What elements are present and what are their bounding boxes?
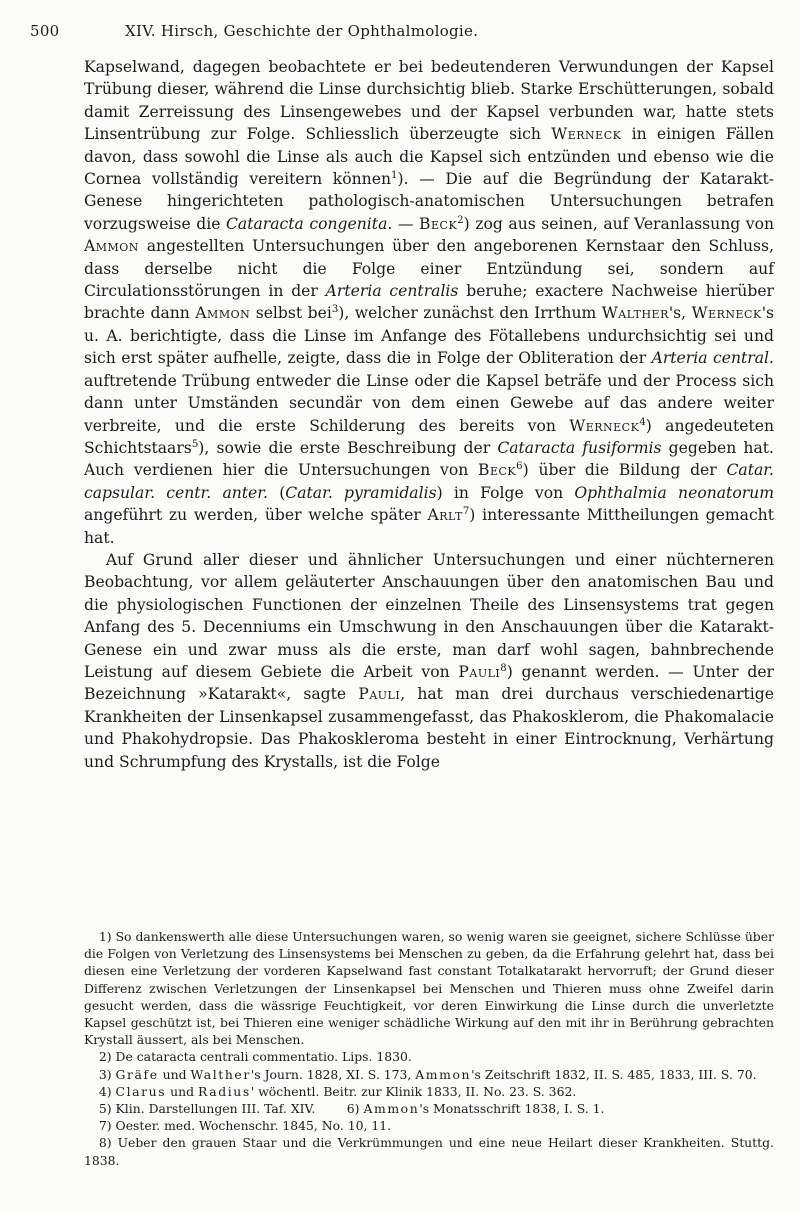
text-run: Klin. Darstellungen III. Taf. XIV. [115, 1101, 316, 1117]
author-name: Ammon [195, 304, 251, 323]
text-run: ) zog aus seinen, auf Veranlassung von [463, 214, 775, 233]
text-run: 's, [668, 304, 692, 323]
footnote-2: 2) De cataracta centrali commentatio. Lips. 1830. [98, 1049, 412, 1065]
author-name: Beck [478, 461, 517, 480]
text-run: und [158, 1066, 191, 1082]
text-run: ). — Die auf die Begründung der Katarakt-Genese hingerichteten pathologisch-anatomischen Untersuchungen betrafen vorzugsweise die [84, 170, 775, 233]
latin-term: Catar. capsular. centr. anter. [84, 461, 774, 502]
text-run: selbst bei [250, 304, 332, 323]
text-run: 's Zeitschrift 1832, II. S. 485, 1833, III. S. 70. [471, 1066, 757, 1082]
author-name: Werneck [551, 125, 622, 144]
spacer [315, 1101, 347, 1116]
footnote-ref: 2 [457, 214, 464, 226]
footnote-ref: 7 [462, 505, 470, 517]
latin-term: Cataracta fusiformis [497, 438, 662, 457]
text-run: 's u. A. berichtigte, dass die Linse im Anfange des Fötallebens undurchsichtig sei und sich erst später aufhelle, zeigte, dass die in Folge der Obliteration der [84, 304, 774, 368]
text-run: ( [267, 483, 286, 502]
footnote-number: 5) [98, 1101, 116, 1117]
author-name: Werneck [569, 416, 640, 435]
paragraph-2 [84, 549, 774, 773]
footnote-ref: 1 [391, 169, 398, 181]
latin-term: Cataracta congenita [226, 214, 388, 233]
footnotes [84, 928, 774, 1169]
author-name: Arlt [427, 506, 463, 525]
footnote-1: 1) So dankenswerth alle diese Untersuchungen waren, so wenig waren sie geeignet, sichere Schlüsse über die Folgen von Verletzung des Linsensystems bei Menschen zu geben, da die Erfahrung gelehrt hat, dass bei diesen eine Verletzung der vorderen Kapselwand fast constant Totalkatarakt hervorruft; der Grund dieser Differenz zwischen Verletzungen der Linsenkapsel bei Menschen und Thieren muss ohne Zweifel darin gesucht werden, dass die wässrige Feuchtigkeit, vor deren Einwirkung die Linse durch die unverletzte Kapsel geschützt ist, bei Thieren eine weniger schädliche Wirkung auf den mit ihr in Berührung gebrachten Krystall äussert, als bei Menschen. [84, 929, 774, 1048]
text-run: ) interessante Mittheilungen gemacht hat. [84, 506, 774, 547]
text-run: gegeben hat. Auch verdienen hier die Untersuchungen von [84, 438, 774, 480]
text-run: ) über die Bildung der [522, 461, 727, 480]
text-run: ), sowie die erste Beschreibung der [198, 438, 498, 457]
author-name: Werneck [691, 304, 762, 323]
author-name: Walther [601, 304, 669, 323]
author-name: Beck [419, 214, 458, 233]
text-run: , hat man drei durchaus verschiedenartige Krankheiten der Linsenkapsel zusammengefasst, das Phakosklerom, die Phakomalacie und Phakohydropsie. Das Phakoskleroma besteht in einer Eintrocknung, Verhärtung und Schrumpfung des Krystalls, ist die Folge [84, 685, 774, 771]
author-name: Ammon [415, 1066, 472, 1082]
text-run: ), welcher zunächst den Irrthum [338, 304, 602, 323]
footnote-7: 7) Oester. med. Wochenschr. 1845, No. 10, 11. [98, 1118, 392, 1134]
text-run: auftretende Trübung entweder die Linse oder die Kapsel beträfe und der Process sich dann unter Umständen secundär von dem einen Gewebe auf das andere weiter verbreite, und die erste Schilderung des bereits von [84, 371, 774, 435]
footnote-ref: 6 [516, 461, 523, 473]
page-number: 500 [30, 22, 60, 40]
text-run: ) angedeuteten Schichtstaars [84, 416, 774, 457]
latin-term: Catar. pyramidalis [285, 483, 437, 502]
footnote-ref: 5 [191, 438, 199, 450]
text-run: angestellten Untersuchungen über den angeborenen Kernstaar den Schluss, dass derselbe nicht die Folge einer Entzündung sei, sondern auf Circulationsstörungen in der [84, 237, 774, 301]
footnote-ref: 8 [500, 662, 507, 674]
text-run: 's Journ. 1828, XI. S. 173, [250, 1066, 416, 1082]
footnote-5-6 [84, 1100, 774, 1117]
text-run: beruhe; exactere Nachweise hierüber brachte dann [84, 282, 775, 323]
footnote-8: 8) Ueber den grauen Staar und die Verkrümmungen und eine neue Heilart dieser Krankheiten. Stuttg. 1838. [84, 1135, 774, 1168]
footnote-number: 6) [346, 1101, 364, 1117]
latin-term: Arteria centralis [325, 282, 459, 301]
author-name: Pauli [458, 662, 501, 681]
footnote-3 [84, 1066, 774, 1083]
author-name: Ammon [84, 237, 139, 256]
text-run: und [166, 1083, 199, 1099]
footnote-number: 4) [98, 1083, 116, 1099]
running-title: XIV. Hirsch, Geschichte der Ophthalmologie. [125, 22, 479, 40]
footnote-4 [84, 1083, 774, 1100]
author-name: Walther [190, 1066, 251, 1082]
latin-term: Ophthalmia neonatorum [574, 483, 774, 502]
text-run: ' wöchentl. Beitr. zur Klinik 1833, II. No. 23. S. 362. [250, 1083, 577, 1099]
footnote-ref: 3 [331, 304, 339, 316]
author-name: Ammon [363, 1101, 420, 1117]
text-run: Kapselwand, dagegen beobachtete er bei bedeutenderen Verwundungen der Kapsel Trübung dieser, während die Linse durchsichtig blieb. Starke Erschütterungen, sobald damit Zerreissung des Linsengewebes und der Kapsel verbunden war, hatte stets Linsentrübung zur Folge. Schliesslich überzeugte sich [84, 58, 774, 144]
author-name: Pauli [358, 685, 401, 704]
paragraph-1 [84, 56, 774, 549]
text-run: Auf Grund aller dieser und ähnlicher Untersuchungen und einer nüchterneren Beobachtung, vor allem geläuterter Anschauungen über den anatomischen Bau und die physiologischen Functionen der einzelnen Theile des Linsensystems trat gegen Anfang des 5. Decenniums ein Umschwung in den Anschauungen über die Katarakt-Genese ein und zwar muss als die erste, man darf wohl sagen, bahnbrechende Leistung auf diesem Gebiete die Arbeit von [84, 550, 774, 681]
footnote-number: 3) [98, 1066, 116, 1082]
text-run: ) genannt werden. — Unter der Bezeichnung »Katarakt«, sagte [84, 662, 774, 704]
author-name: Radius [198, 1083, 251, 1099]
text-run: ) in Folge von [436, 483, 575, 502]
text-run: in einigen Fällen davon, dass sowohl die Linse als auch die Kapsel sich entzünden und ebenso wie die Cornea vollständig vereitern können [84, 125, 774, 189]
text-run: angeführt zu werden, über welche später [84, 506, 428, 525]
text-run: . — [387, 214, 420, 233]
author-name: Gräfe [115, 1066, 159, 1082]
latin-term: Arteria central. [651, 349, 775, 368]
text-run: 's Monatsschrift 1838, I. S. 1. [419, 1101, 605, 1117]
main-text [84, 56, 774, 773]
author-name: Clarus [115, 1083, 167, 1099]
footnote-ref: 4 [639, 416, 646, 428]
